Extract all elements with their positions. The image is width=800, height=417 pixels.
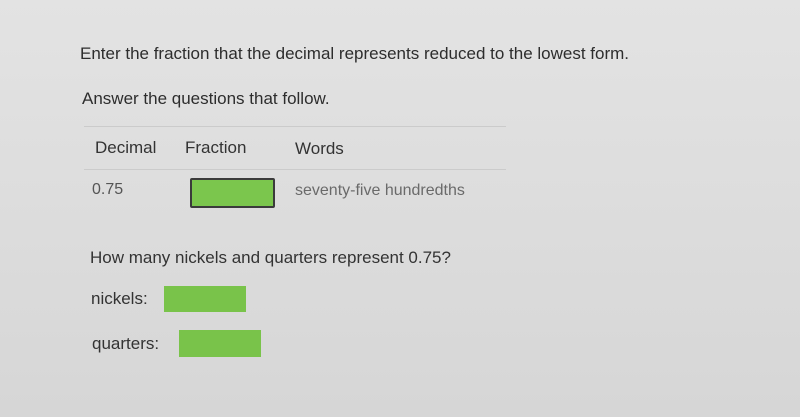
decimal-fraction-table: [84, 126, 506, 212]
nickels-answer-box[interactable]: [164, 286, 246, 312]
quarters-label: quarters:: [92, 334, 160, 353]
decimal-cell: 0.75: [92, 181, 124, 198]
words-column-header: Words: [295, 139, 344, 158]
coins-question: How many nickels and quarters represent 0.75?: [90, 248, 451, 267]
decimal-column-header: Decimal: [95, 138, 157, 157]
fraction-column-header: Fraction: [185, 138, 247, 157]
nickels-input[interactable]: [164, 286, 246, 312]
words-cell: seventy-five hundredths: [295, 182, 465, 199]
fraction-answer-box[interactable]: [190, 178, 275, 208]
table-top-rule: [84, 126, 506, 127]
table-header-rule: [84, 169, 506, 170]
quarters-input[interactable]: [179, 330, 261, 357]
fraction-input[interactable]: [192, 180, 273, 206]
nickels-label: nickels:: [91, 289, 148, 308]
quarters-answer-box[interactable]: [179, 330, 261, 357]
follow-up-instruction: Answer the questions that follow.: [82, 89, 330, 108]
instruction-text: Enter the fraction that the decimal represents reduced to the lowest form.: [80, 44, 630, 63]
